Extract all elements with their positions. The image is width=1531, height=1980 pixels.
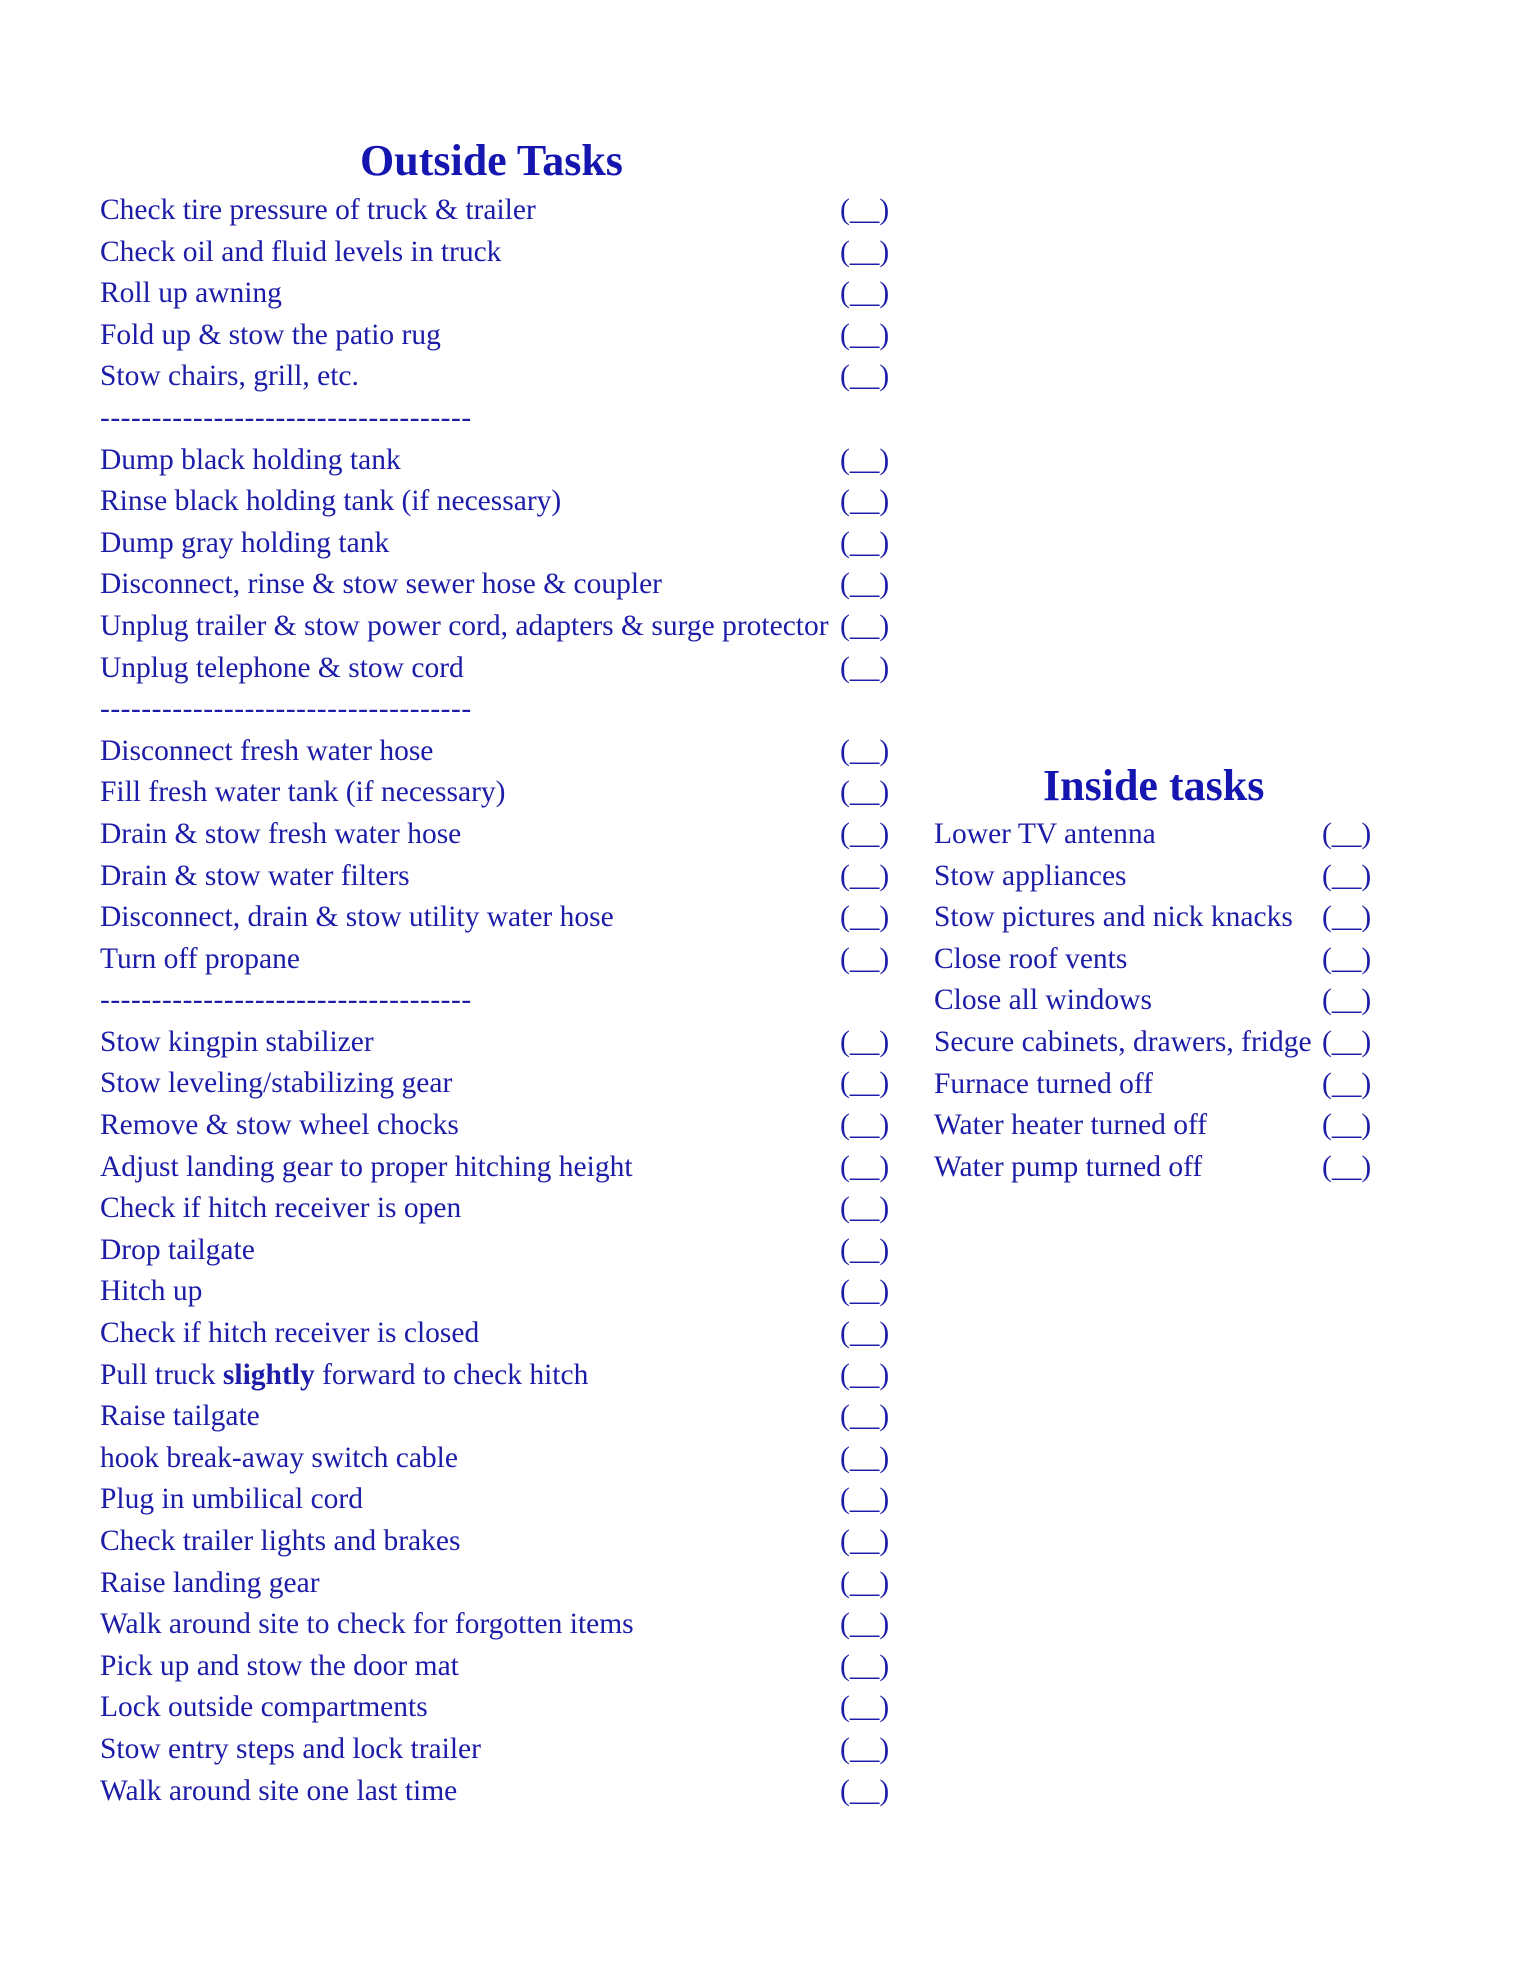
task-checkbox[interactable]: (__): [1322, 984, 1372, 1017]
task-label-emphasis: slightly: [222, 1358, 315, 1391]
task-checkbox[interactable]: (__): [840, 817, 890, 850]
task-label: Rinse black holding tank (if necessary): [100, 485, 562, 518]
task-checkbox[interactable]: (__): [840, 1109, 890, 1142]
checklist-item: [100, 1105, 900, 1147]
task-checkbox[interactable]: (__): [840, 1400, 890, 1433]
task-checkbox[interactable]: (__): [840, 1732, 890, 1765]
task-checkbox[interactable]: (__): [1322, 942, 1372, 975]
checklist-item: [100, 356, 900, 398]
checklist-item: [100, 606, 900, 648]
task-label: Furnace turned off: [934, 1067, 1153, 1100]
task-checkbox[interactable]: (__): [840, 859, 890, 892]
task-label: Raise tailgate: [100, 1400, 260, 1433]
task-checkbox[interactable]: (__): [840, 609, 890, 642]
checklist-item: [100, 564, 900, 606]
task-checkbox[interactable]: (__): [840, 568, 890, 601]
task-label: Unplug trailer & stow power cord, adapters & surge protector: [100, 609, 829, 642]
task-label: Stow leveling/stabilizing gear: [100, 1067, 453, 1100]
checklist-item: [100, 190, 900, 232]
checklist-item: [934, 1105, 1394, 1147]
checklist-item: [100, 1438, 900, 1480]
task-label: Fold up & stow the patio rug: [100, 318, 441, 351]
task-checkbox[interactable]: (__): [840, 1317, 890, 1350]
checklist-item: [100, 1563, 900, 1605]
task-checkbox[interactable]: (__): [840, 277, 890, 310]
checklist-item: [100, 814, 900, 856]
task-checkbox[interactable]: (__): [840, 1691, 890, 1724]
task-label: Unplug telephone & stow cord: [100, 651, 464, 684]
task-checkbox[interactable]: (__): [1322, 1067, 1372, 1100]
checklist-item: [100, 1230, 900, 1272]
task-checkbox[interactable]: (__): [840, 1275, 890, 1308]
task-label: Disconnect, drain & stow utility water hose: [100, 901, 614, 934]
checklist-item: [100, 440, 900, 482]
task-checkbox[interactable]: (__): [1322, 901, 1372, 934]
checklist-item: [100, 1022, 900, 1064]
section-divider-dashes: ------------------------------------: [100, 401, 472, 434]
task-label: Close roof vents: [934, 942, 1128, 975]
checklist-item: [100, 856, 900, 898]
checklist-item: [100, 232, 900, 274]
task-label: Lower TV antenna: [934, 818, 1156, 850]
task-label: Remove & stow wheel chocks: [100, 1109, 459, 1142]
task-label: Plug in umbilical cord: [100, 1483, 364, 1516]
outside-tasks-list: [100, 190, 900, 1812]
checklist-item: [100, 1396, 900, 1438]
task-label: Check trailer lights and brakes: [100, 1525, 461, 1557]
checklist-item: [100, 1188, 900, 1230]
checklist-item: [100, 1729, 900, 1771]
task-checkbox[interactable]: (__): [840, 1608, 890, 1641]
checklist-item: [934, 856, 1394, 898]
task-label-part: forward to check hitch: [314, 1358, 589, 1391]
checklist-item: [100, 1646, 900, 1688]
task-checkbox[interactable]: (__): [840, 360, 890, 393]
checklist-item: [100, 897, 900, 939]
task-label: Secure cabinets, drawers, fridge: [934, 1025, 1312, 1058]
task-checkbox[interactable]: (__): [840, 942, 890, 975]
task-label: Water heater turned off: [934, 1109, 1208, 1142]
checklist-item: [100, 315, 900, 357]
task-checkbox[interactable]: (__): [1322, 859, 1372, 892]
checklist-item: [934, 1147, 1394, 1189]
task-checkbox[interactable]: (__): [840, 1067, 890, 1100]
task-label: Hitch up: [100, 1275, 203, 1308]
task-checkbox[interactable]: (__): [840, 1150, 890, 1183]
task-label: Close all windows: [934, 984, 1152, 1017]
checklist-item: [100, 1271, 900, 1313]
checklist-item: [934, 814, 1394, 856]
checklist-item: [100, 1771, 900, 1813]
task-label: Check if hitch receiver is open: [100, 1192, 462, 1225]
task-label: Dump gray holding tank: [100, 526, 390, 559]
checklist-item: [934, 939, 1394, 981]
task-checkbox[interactable]: (__): [1322, 818, 1372, 850]
inside-tasks-heading: Inside tasks: [1043, 761, 1265, 810]
task-label: Pick up and stow the door mat: [100, 1649, 459, 1682]
task-label: [100, 1355, 588, 1397]
task-checkbox[interactable]: (__): [840, 1483, 890, 1516]
section-divider: [100, 980, 900, 1022]
task-checkbox[interactable]: (__): [840, 485, 890, 518]
task-label: Stow kingpin stabilizer: [100, 1025, 374, 1058]
task-label: Disconnect fresh water hose: [100, 734, 434, 767]
task-label: Dump black holding tank: [100, 443, 401, 476]
task-label: Stow entry steps and lock trailer: [100, 1732, 481, 1765]
task-label: Check tire pressure of truck & trailer: [100, 194, 536, 226]
task-checkbox[interactable]: (__): [840, 734, 890, 767]
task-label: Fill fresh water tank (if necessary): [100, 776, 506, 809]
task-label: Disconnect, rinse & stow sewer hose & coupler: [100, 568, 662, 601]
task-checkbox[interactable]: (__): [1322, 1109, 1372, 1142]
section-divider: [100, 398, 900, 440]
task-label: Water pump turned off: [934, 1150, 1203, 1183]
task-checkbox[interactable]: (__): [840, 776, 890, 809]
task-label: Drop tailgate: [100, 1233, 255, 1266]
task-label: Walk around site to check for forgotten items: [100, 1608, 634, 1641]
checklist-item: [100, 1521, 900, 1563]
task-label: Walk around site one last time: [100, 1774, 458, 1807]
task-checkbox[interactable]: (__): [840, 235, 890, 268]
task-label: Check if hitch receiver is closed: [100, 1317, 480, 1350]
task-checkbox[interactable]: (__): [840, 1649, 890, 1682]
checklist-item: [100, 1063, 900, 1105]
task-label: Check oil and fluid levels in truck: [100, 235, 502, 268]
task-label: Stow chairs, grill, etc.: [100, 360, 359, 393]
task-checkbox[interactable]: (__): [840, 1441, 890, 1474]
task-checkbox[interactable]: (__): [840, 901, 890, 934]
checklist-item: [934, 980, 1394, 1022]
task-label: hook break-away switch cable: [100, 1441, 458, 1474]
task-label: Drain & stow water filters: [100, 859, 410, 892]
task-checkbox[interactable]: (__): [840, 1566, 890, 1599]
task-label-part: Pull truck: [100, 1358, 223, 1391]
checklist-item: [934, 1022, 1394, 1064]
checklist-item: [934, 897, 1394, 939]
section-divider-dashes: ------------------------------------: [100, 693, 472, 726]
checklist-item: [100, 481, 900, 523]
task-label: Adjust landing gear to proper hitching height: [100, 1150, 633, 1183]
task-label: Stow pictures and nick knacks: [934, 901, 1293, 934]
task-label: Turn off propane: [100, 942, 300, 975]
checklist-item: [100, 523, 900, 565]
task-checkbox[interactable]: (__): [840, 526, 890, 559]
task-checkbox[interactable]: (__): [840, 1025, 890, 1058]
checklist-item: [100, 1355, 900, 1397]
task-checkbox[interactable]: (__): [840, 1233, 890, 1266]
checklist-item: [100, 1313, 900, 1355]
inside-tasks-list: [934, 814, 1394, 1188]
task-label: Raise landing gear: [100, 1566, 320, 1599]
checklist-item: [100, 1687, 900, 1729]
checklist-item: [934, 1064, 1394, 1106]
checklist-item: [100, 1604, 900, 1646]
checklist-item: [100, 648, 900, 690]
task-label: Roll up awning: [100, 277, 282, 310]
task-checkbox[interactable]: (__): [840, 1525, 890, 1557]
task-checkbox[interactable]: (__): [1322, 1025, 1372, 1058]
task-checkbox[interactable]: (__): [840, 1192, 890, 1225]
checklist-item: [100, 273, 900, 315]
task-checkbox[interactable]: (__): [840, 318, 890, 351]
section-divider: [100, 689, 900, 731]
task-checkbox[interactable]: (__): [840, 651, 890, 684]
task-label: Stow appliances: [934, 859, 1127, 892]
task-label: Drain & stow fresh water hose: [100, 817, 462, 850]
task-checkbox[interactable]: (__): [1322, 1150, 1372, 1183]
checklist-item: [100, 731, 900, 773]
task-checkbox[interactable]: (__): [840, 194, 890, 226]
task-label: Lock outside compartments: [100, 1691, 428, 1724]
section-divider-dashes: ------------------------------------: [100, 984, 472, 1017]
task-checkbox[interactable]: (__): [840, 1358, 890, 1391]
task-checkbox[interactable]: (__): [840, 443, 890, 476]
checklist-item: [100, 1147, 900, 1189]
checklist-item: [100, 772, 900, 814]
outside-tasks-heading: Outside Tasks: [360, 136, 623, 185]
checklist-item: [100, 1479, 900, 1521]
task-checkbox[interactable]: (__): [840, 1774, 890, 1807]
checklist-item: [100, 939, 900, 981]
